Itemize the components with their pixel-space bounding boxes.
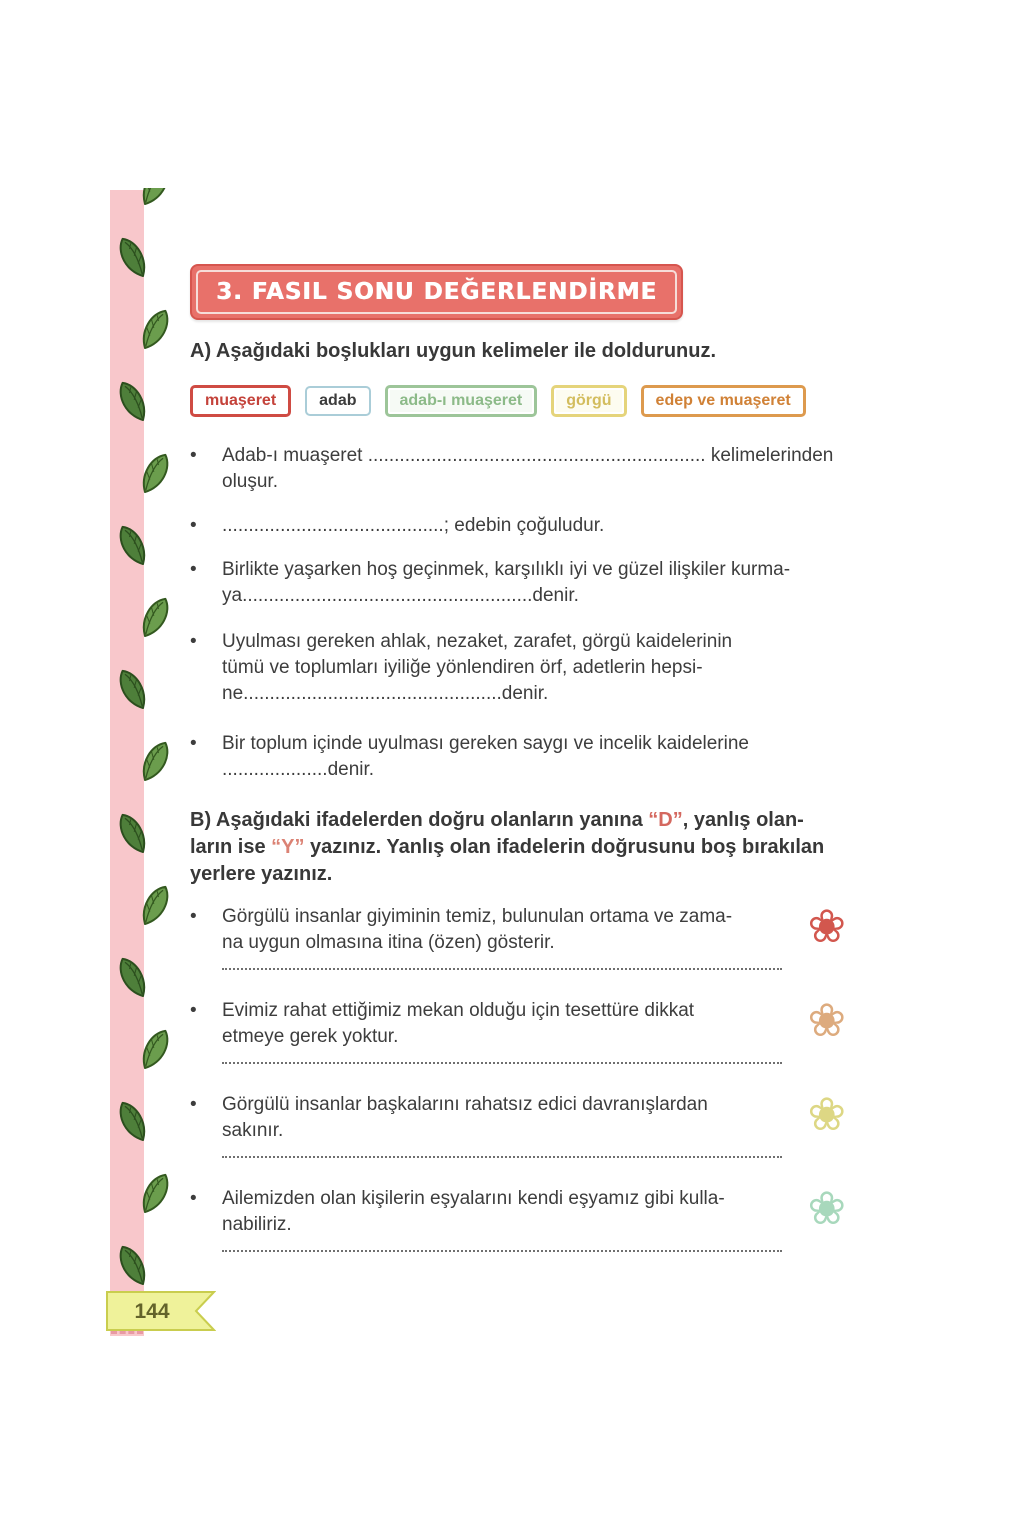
item-text: nabiliriz. (222, 1214, 292, 1235)
word-chip-adab-i-muaseret: adab-ı muaşeret (385, 385, 538, 417)
item-text: Ailemizden olan kişilerin eşyalarını kendi eşyamız gibi kulla- (222, 1188, 725, 1209)
heading-text: yazınız. Yanlış olan ifadelerin doğrusunu boş bırakılan (304, 836, 825, 858)
item-text: Evimiz rahat ettiğimiz mekan olduğu için tesettüre dikkat (222, 1000, 695, 1021)
bullet-icon (190, 1186, 222, 1212)
word-chip-gorgu: görgü (551, 385, 626, 417)
heading-text: , yanlış olan- (682, 809, 804, 831)
vine-leaves-decoration (100, 188, 200, 1338)
leaf-icon (133, 884, 177, 926)
leaf-icon (111, 956, 155, 998)
section-a-heading: A) Aşağıdaki boşlukları uygun kelimeler ile doldurunuz. (190, 340, 717, 362)
leaf-icon (133, 308, 177, 350)
page-number: 144 (134, 1300, 170, 1323)
page-title: 3. FASIL SONU DEĞERLENDİRME (196, 270, 677, 314)
list-item (190, 443, 850, 495)
flower-outline-icon: ❀ (807, 1181, 846, 1235)
flower-outline-icon: ❀ (807, 899, 846, 953)
item-text: na uygun olmasına itina (özen) gösterir. (222, 932, 555, 953)
flower-outline-icon: ❀ (807, 1087, 846, 1141)
item-text: Görgülü insanlar giyiminin temiz, bulunulan ortama ve zama- (222, 906, 733, 927)
word-chip-muaseret: muaşeret (190, 385, 291, 417)
heading-line (190, 834, 850, 861)
leaf-icon (111, 1244, 155, 1286)
page-number-ribbon (106, 1291, 216, 1331)
item-text: Adab-ı muaşeret ................................................................ kelimelerinden (222, 445, 834, 466)
true-false-item (190, 1181, 850, 1252)
item-text: tümü ve toplumları iyiliğe yönlendiren örf, adetlerin hepsi- (222, 657, 703, 678)
item-text: oluşur. (222, 471, 278, 492)
letter-d-highlight: “D” (648, 809, 683, 831)
true-false-item (190, 1087, 850, 1158)
leaf-icon (111, 812, 155, 854)
section-b-heading (190, 807, 850, 888)
bullet-icon (190, 1092, 222, 1118)
answer-dotted-line (222, 1250, 782, 1252)
bullet-icon (190, 557, 222, 583)
leaf-icon (133, 1172, 177, 1214)
bullet-icon (190, 998, 222, 1024)
leaf-icon (111, 668, 155, 710)
section-title-banner (190, 264, 683, 320)
heading-line (190, 807, 850, 834)
true-false-item (190, 899, 850, 970)
word-bank (190, 385, 850, 417)
main-content (190, 264, 850, 1252)
item-text: Uyulması gereken ahlak, nezaket, zarafet, görgü kaidelerinin (222, 631, 733, 652)
list-item (190, 629, 850, 707)
leaf-icon (111, 236, 155, 278)
bullet-icon (190, 904, 222, 930)
leaf-icon (133, 1028, 177, 1070)
strip-bottom-dashes (111, 1331, 143, 1334)
word-chip-adab: adab (305, 386, 370, 416)
bullet-icon (190, 731, 222, 757)
letter-y-highlight: “Y” (271, 836, 305, 858)
word-chip-edep-ve-muaseret: edep ve muaşeret (641, 385, 806, 417)
item-text: sakınır. (222, 1120, 284, 1141)
fill-in-blank-list (190, 443, 850, 783)
item-text: etmeye gerek yoktur. (222, 1026, 399, 1047)
item-text: Bir toplum içinde uyulması gereken saygı ve incelik kaidelerine (222, 733, 749, 754)
bullet-icon (190, 513, 222, 539)
leaf-icon (133, 596, 177, 638)
list-item (190, 731, 850, 783)
leaf-icon (133, 188, 177, 206)
true-false-item (190, 993, 850, 1064)
item-text: Birlikte yaşarken hoş geçinmek, karşılıklı iyi ve güzel ilişkiler kurma- (222, 559, 791, 580)
heading-line: yerlere yazınız. (190, 863, 333, 885)
leaf-icon (111, 1100, 155, 1142)
leaf-icon (133, 740, 177, 782)
flower-outline-icon: ❀ (807, 993, 846, 1047)
answer-dotted-line (222, 968, 782, 970)
item-text: Görgülü insanlar başkalarını rahatsız edici davranışlardan (222, 1094, 708, 1115)
leaf-icon (111, 380, 155, 422)
answer-dotted-line (222, 1062, 782, 1064)
leaf-icon (133, 452, 177, 494)
item-text: ya.......................................................denir. (222, 585, 579, 606)
leaf-icon (111, 524, 155, 566)
item-text: ne.................................................denir. (222, 683, 549, 704)
list-item (190, 513, 850, 539)
bullet-icon (190, 443, 222, 469)
heading-text: B) Aşağıdaki ifadelerden doğru olanların yanına (190, 809, 649, 831)
bullet-icon (190, 629, 222, 655)
list-item (190, 557, 850, 609)
item-text: ..........................................; edebin çoğuludur. (222, 515, 605, 536)
heading-text: ların ise (190, 836, 272, 858)
item-text: ....................denir. (222, 759, 375, 780)
answer-dotted-line (222, 1156, 782, 1158)
